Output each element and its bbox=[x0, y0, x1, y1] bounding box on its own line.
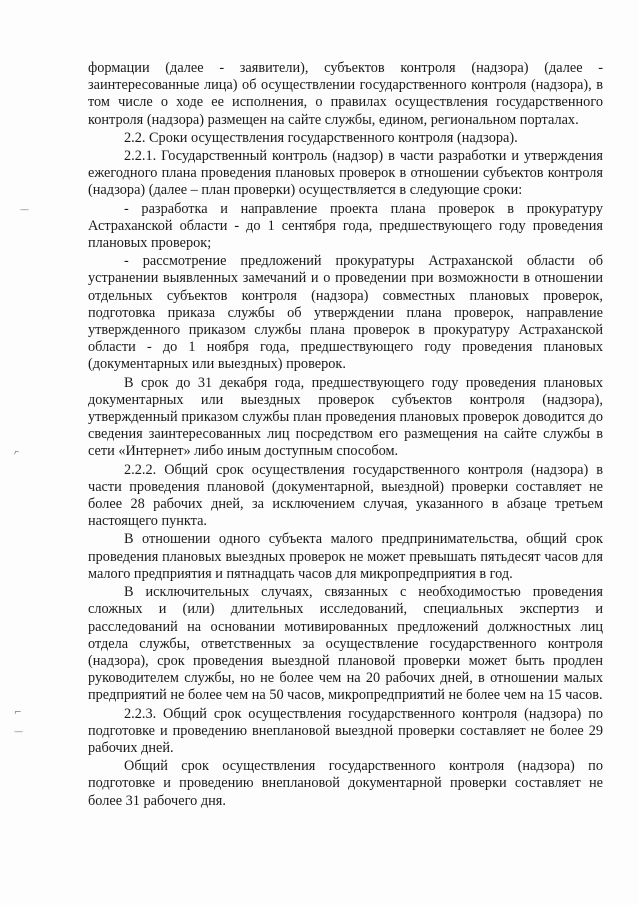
margin-mark: — bbox=[14, 727, 23, 737]
paragraph-section-2-2-1: 2.2.1. Государственный контроль (надзор) в части разработки и утверждения ежегодного плана проведения плановых проверок в отношении субъектов контроля (надзора) (далее – план проверки) осуществляется в следующие сроки: bbox=[88, 148, 603, 199]
paragraph-section-2-2-2: 2.2.2. Общий срок осуществления государственного контроля (надзора) в части проведения плановой (документарной, выездной) проверки составляет не более 28 рабочих дней, за исключением случая, указанного в абзаце третьем настоящего пункта. bbox=[88, 461, 603, 530]
paragraph-section-2-2-3: 2.2.3. Общий срок осуществления государственного контроля (надзора) по подготовке и проведению внеплановой выездной проверки составляет не более 29 рабочих дней. bbox=[88, 705, 603, 756]
margin-mark: — bbox=[20, 205, 29, 215]
margin-mark: ^ bbox=[12, 448, 24, 462]
margin-mark: ⌐ bbox=[14, 708, 22, 718]
paragraph-small-business: В отношении одного субъекта малого предпринимательства, общий срок проведения плановых выездных проверок не может превышать пятьдесят часов для малого предприятия и пятнадцать часов для микропредприятия в год. bbox=[88, 531, 603, 582]
paragraph-list-item-2: - рассмотрение предложений прокуратуры Астраханской области об устранении выявленных замечаний и о проведении при возможности в отношении отдельных субъектов контроля (надзора) совместных плановых проверок, подготовка приказа службы об утверждении плана проверок, направление утвержденного приказом службы плана проверок в прокуратуру Астраханской области - до 1 ноября года, предшествующего году проведения плановых (документарных или выездных) проверок. bbox=[88, 253, 603, 373]
paragraph-december-deadline: В срок до 31 декабря года, предшествующего году проведения плановых документарных или выездных проверок субъектов контроля (надзора), утвержденный приказом службы план проведения плановых проверок доводится до сведения заинтересованных лиц посредством его размещения на сайте службы в сети «Интернет» либо иным доступным способом. bbox=[88, 374, 603, 460]
document-body bbox=[88, 60, 603, 811]
paragraph-list-item-1: - разработка и направление проекта плана проверок в прокуратуру Астраханской области - до 1 сентября года, предшествующего году проведения плановых проверок; bbox=[88, 200, 603, 252]
paragraph-exceptional-cases: В исключительных случаях, связанных с необходимостью проведения сложных и (или) длительных исследований, специальных экспертиз и расследований на основании мотивированных предложений должностных лиц отдела службы, ответственных за осуществление государственного контроля (надзора), срок проведения выездной плановой проверки может быть продлен руководителем службы, но не более чем на 20 рабочих дней, в отношении малых предприятий не более чем на 50 часов, микропредприятий не более чем на 15 часов. bbox=[88, 584, 603, 704]
paragraph-intro-continuation: формации (далее - заявители), субъектов контроля (надзора) (далее - заинтересованные лица) об осуществлении государственного контроля (надзора), в том числе о ходе ее исполнения, о правилах осуществления государственного контроля (надзора) размещен на сайте службы, едином, региональном порталах. bbox=[88, 60, 603, 128]
paragraph-documentary-check: Общий срок осуществления государственного контроля (надзора) по подготовке и проведению внеплановой документарной проверки составляет не более 31 рабочего дня. bbox=[88, 758, 603, 809]
paragraph-section-2-2: 2.2. Сроки осуществления государственного контроля (надзора). bbox=[124, 129, 518, 146]
